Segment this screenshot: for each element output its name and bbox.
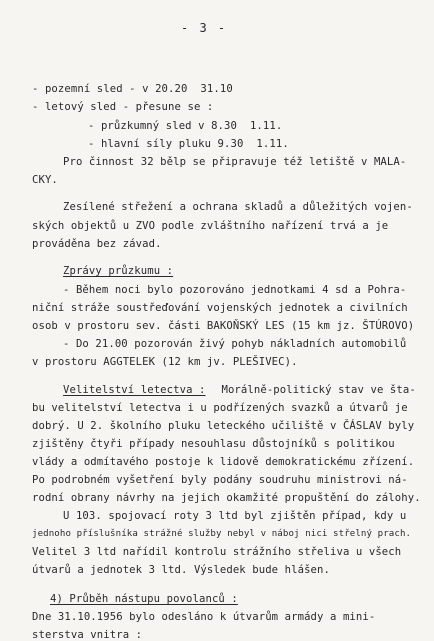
text-line: rodní obrany návrhy na jejich okamžité propuštění do zálohy. bbox=[32, 492, 421, 504]
text-line: útvarů a jednotek 3 ltd. Výsledek bude hlášen. bbox=[32, 564, 330, 576]
text-line: v prostoru AGGTELEK (12 km jv. PLEŠIVEC). bbox=[32, 356, 298, 368]
text-line: prováděna bez závad. bbox=[32, 238, 162, 250]
text-line: dobrý. U 2. školního pluku leteckého učiliště v ČÁSLAV byly bbox=[32, 420, 415, 432]
text-line: jednoho příslušníka strážné služby nebyl v náboj nici střelný prach. bbox=[32, 529, 412, 539]
text-line: Dne 31.10.1956 bylo odesláno k útvarům armády a mini- bbox=[32, 611, 376, 623]
text-line: - letový sled - přesune se : bbox=[32, 101, 214, 113]
text-line: - Do 21.00 pozorován živý pohyb nákladních automobilů bbox=[63, 338, 407, 350]
text-line: Morálně-politický stav ve šta- bbox=[215, 384, 416, 396]
text-line: niční stráže soustřeďování vojenských jednotek a civilních bbox=[32, 302, 408, 314]
text-line: ských objektů u ZVO podle zvláštního nařízení trvá a je bbox=[32, 220, 389, 232]
section-heading: Zprávy průzkumu : bbox=[63, 265, 174, 277]
section-heading: 4) Průběh nástupu povolanců : bbox=[50, 593, 238, 605]
text-line: CKY. bbox=[32, 174, 58, 186]
text-line: Pro činnost 32 bělp se připravuje též letiště v MALA- bbox=[63, 156, 407, 168]
section-heading: Velitelství letectva : bbox=[63, 384, 206, 396]
text-line: - průzkumný sled v 8.30 1.11. bbox=[88, 120, 283, 132]
text-line: U 103. spojovací roty 3 ltd byl zjištěn případ, kdy u bbox=[63, 510, 407, 522]
text-line: - Během noci bylo pozorováno jednotkami 4 sd a Pohra- bbox=[63, 284, 407, 296]
text-line: zjištěny čtyři případy nesouhlasu důstojníků s politikou bbox=[32, 438, 395, 450]
text-line: bu velitelství letectva i u podřízených svazků a útvarů je bbox=[32, 402, 408, 414]
text-line: Velitel 3 ltd nařídil kontrolu strážního střeliva u všech bbox=[32, 546, 402, 558]
text-line: - hlavní síly pluku 9.30 1.11. bbox=[88, 138, 289, 150]
text-line: vlády a odmítavého postoje k lidově demokratickému zřízení. bbox=[32, 456, 415, 468]
text-line: osob v prostoru sev. části BAKOŇSKÝ LES (15 km jz. ŠTÚROVO) bbox=[32, 320, 415, 332]
text-line: - pozemní sled - v 20.20 31.10 bbox=[32, 83, 233, 95]
page-number: - 3 - bbox=[181, 21, 228, 35]
text-line: sterstva vnitra : bbox=[32, 629, 143, 641]
text-line: Po podrobném vyšetření byly podány soudruhu ministrovi ná- bbox=[32, 474, 408, 486]
text-line: Zesílené střežení a ochrana skladů a důležitých vojen- bbox=[63, 201, 413, 213]
